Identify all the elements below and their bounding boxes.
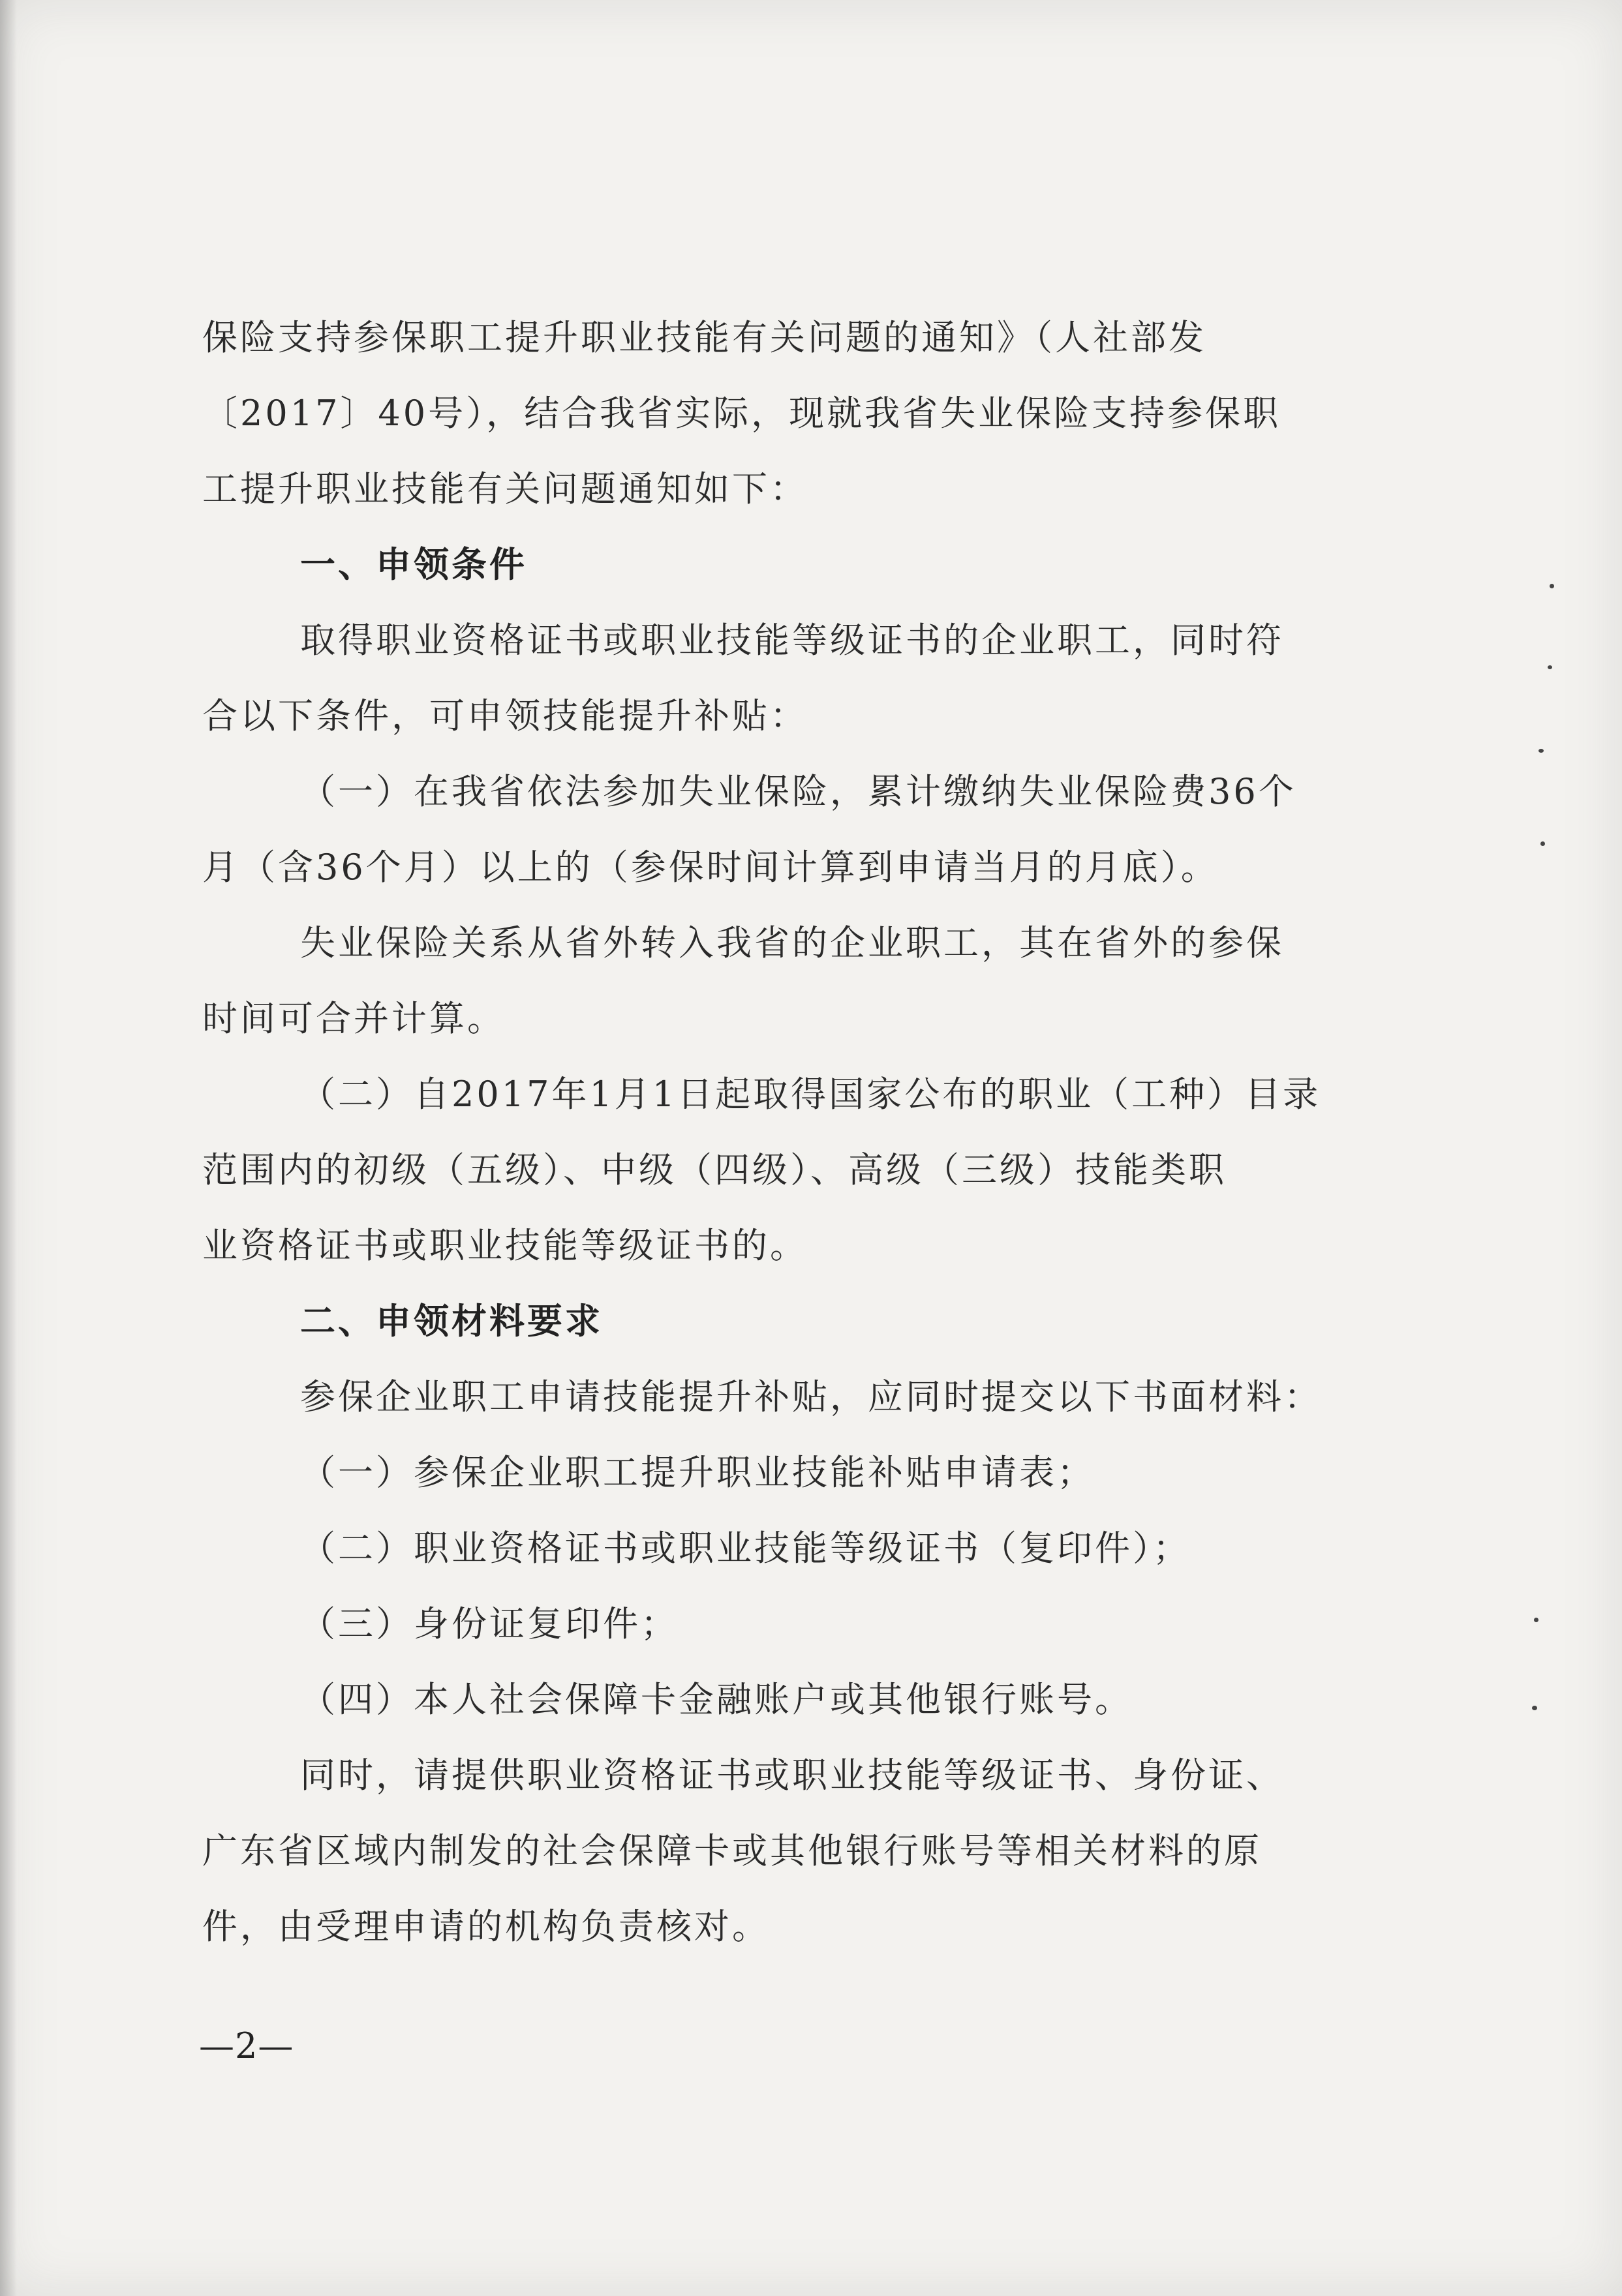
scan-shadow (0, 0, 17, 2296)
text-line: 合以下条件，可申领技能提升补贴： (202, 695, 808, 736)
body-text (202, 300, 1396, 1965)
page-number: —2— (199, 2025, 294, 2066)
text-line: 广东省区域内制发的社会保障卡或其他银行账号等相关材料的原 (202, 1830, 1262, 1871)
text-line: （一）在我省依法参加失业保险，累计缴纳失业保险费36个 (300, 771, 1296, 812)
text-line: 保险支持参保职工提升职业技能有关问题的通知》（人社部发 (202, 317, 1206, 358)
text-line: 时间可合并计算。 (202, 998, 505, 1039)
text-line: 月（含36个月）以上的（参保时间计算到申请当月的月底）。 (202, 847, 1219, 888)
list-item: （一）参保企业职工提升职业技能补贴申请表； (300, 1452, 1095, 1493)
scan-speck (1538, 749, 1544, 753)
scan-speck (1550, 584, 1554, 588)
text-line: 范围内的初级（五级）、中级（四级）、高级（三级）技能类职 (202, 1149, 1227, 1190)
list-item: （四）本人社会保障卡金融账户或其他银行账号。 (300, 1679, 1133, 1720)
scan-speck (1540, 841, 1545, 846)
text-line: 工提升职业技能有关问题通知如下： (202, 468, 808, 509)
text-line: 参保企业职工申请技能提升补贴，应同时提交以下书面材料： (300, 1376, 1322, 1417)
section-heading-2: 二、申领材料要求 (300, 1301, 603, 1342)
scan-speck (1532, 1706, 1537, 1710)
text-line: 件，由受理申请的机构负责核对。 (202, 1906, 770, 1947)
section-heading-1: 一、申领条件 (300, 544, 527, 585)
scan-speck (1534, 1618, 1538, 1622)
text-line: 〔2017〕40号），结合我省实际，现就我省失业保险支持参保职 (202, 393, 1281, 434)
text-line: 取得职业资格证书或职业技能等级证书的企业职工，同时符 (300, 620, 1284, 661)
list-item: （二）职业资格证书或职业技能等级证书（复印件）； (300, 1528, 1191, 1569)
text-line: 失业保险关系从省外转入我省的企业职工，其在省外的参保 (300, 922, 1284, 963)
list-item: （三）身份证复印件； (300, 1603, 679, 1644)
text-line: （二）自2017年1月1日起取得国家公布的职业（工种）目录 (300, 1074, 1321, 1115)
text-line: 同时，请提供职业资格证书或职业技能等级证书、身份证、 (300, 1755, 1284, 1796)
text-line: 业资格证书或职业技能等级证书的。 (202, 1225, 808, 1266)
scan-speck (1548, 665, 1552, 669)
